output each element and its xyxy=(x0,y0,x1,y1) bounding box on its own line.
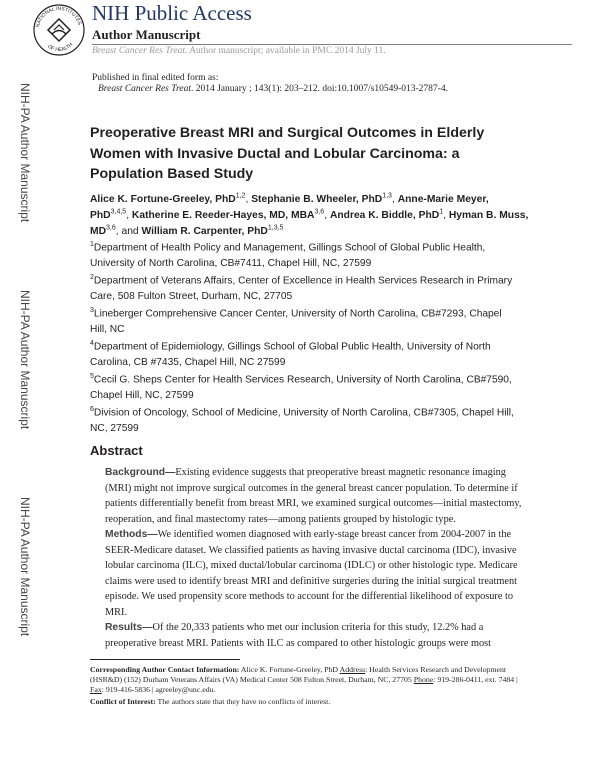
author-separator: , xyxy=(324,210,330,221)
author-separator: , xyxy=(126,210,132,221)
side-label-2: NIH-PA Author Manuscript xyxy=(18,290,32,430)
author-name: William R. Carpenter, PhD xyxy=(141,226,268,237)
side-label-3: NIH-PA Author Manuscript xyxy=(18,497,32,637)
affiliation-1: $^1$Department of Health Policy and Management, Gillings School of Global Public Health, University of North Carolina, CB#7411, Chapel Hill, NC, 27599 xyxy=(90,241,486,270)
author-name: Andrea K. Biddle, PhD xyxy=(329,210,440,221)
svg-text:OF HEALTH: OF HEALTH xyxy=(46,41,75,54)
author-separator: , xyxy=(443,210,449,221)
logo-lettering: NATIONAL INSTITUTES xyxy=(35,5,83,28)
affiliation-6: $^6$Division of Oncology, School of Medicine, University of North Carolina, CB#7305, Chapel Hill, NC, 27599 xyxy=(90,406,514,435)
author-list xyxy=(90,192,530,240)
author-separator: , and xyxy=(115,226,142,237)
author-name: Hyman B. Muss, MD xyxy=(90,210,529,237)
header-citation: Breast Cancer Res Treat. Author manuscript; available in PMC 2014 July 11. xyxy=(92,46,386,56)
affiliation-3: $^3$Lineberger Comprehensive Cancer Center, University of North Carolina, CB#7293, Chapel Hill, NC xyxy=(90,307,502,336)
author-name: Anne-Marie Meyer, PhD xyxy=(90,194,489,221)
author-separator: , xyxy=(391,194,398,205)
author-name: Alice K. Fortune-Greeley, PhD xyxy=(90,194,236,205)
abstract-results: Results—Of the 20,333 patients who met our inclusion criteria for this study, 12.2% had a preoperative breast MRI. Patients with ILC as compared to other histologic groups were most xyxy=(105,622,492,649)
author-name: Stephanie B. Wheeler, PhD xyxy=(251,194,383,205)
author-name: Katherine E. Reeder-Hayes, MD, MBA xyxy=(131,210,315,221)
author-affiliation-mark: 1,3 xyxy=(382,192,392,200)
author-separator: , xyxy=(245,194,252,205)
author-affiliation-mark: 1 xyxy=(439,208,444,216)
author-affiliation-mark: 3,6 xyxy=(314,208,325,216)
affiliation-5: $^5$Cecil G. Sheps Center for Health Services Research, University of North Carolina, CB#7590, Chapel Hill, NC, 27599 xyxy=(90,373,512,402)
published-citation: Breast Cancer Res Treat. 2014 January ; 143(1): 203–212. doi:10.1007/s10549-013-2787-4. xyxy=(98,84,448,94)
affiliation-4: $^4$Department of Epidemiology, Gillings School of Global Public Health, University of North Carolina, CB #7435, Chapel Hill, NC 27599 xyxy=(90,340,491,369)
article-title: Preoperative Breast MRI and Surgical Outcomes in Elderly Women with Invasive Ductal and Lobular Carcinoma: a Population Based Study xyxy=(90,125,485,182)
conflict-of-interest-note: Conflict of Interest: The authors state that they have no conflicts of interest. xyxy=(90,697,331,706)
author-affiliation-mark: 3,6 xyxy=(106,224,116,232)
published-in-label: Published in final edited form as: xyxy=(92,73,219,83)
author-affiliation-mark: 1,2 xyxy=(235,192,246,200)
author-affiliation-mark: 1,3,5 xyxy=(267,224,284,232)
nih-logo xyxy=(32,3,86,57)
nih-public-access-title: NIH Public Access xyxy=(92,1,252,25)
abstract-methods: Methods—We identified women diagnosed with early-stage breast cancer from 2004-2007 in the SEER-Medicare dataset. We classified patients as having invasive ductal carcinoma (IDC), invasive lobular carcinoma (ILC), mixed ductal/lobular carcinoma (IDLC) or other histologic type. Medicare claims were used to identify breast MRI and definitive surgeries during the initial surgical treatment episode. We used propensity score methods to account for the differential likelihood of exposure to MRI. xyxy=(105,529,518,618)
abstract-background: Background—Existing evidence suggests that preoperative breast magnetic resonance imaging (MRI) might not improve surgical outcomes in the general breast cancer population. To determine if patients differentially benefit from breast MRI, we examined surgical outcomes—initial mastectomy, reoperation, and final mastectomy rates—among patients grouped by histologic type. xyxy=(105,467,522,525)
affiliation-2: $^2$Department of Veterans Affairs, Center of Excellence in Health Services Research in Primary Care, 508 Fulton Street, Durham, NC, 27705 xyxy=(90,274,513,303)
abstract-heading: Abstract xyxy=(90,443,143,458)
author-affiliation-mark: 3,4,5 xyxy=(110,208,127,216)
side-label-1: NIH-PA Author Manuscript xyxy=(18,83,32,223)
corresponding-author-note: Corresponding Author Contact Information: Alice K. Fortune-Greeley, PhD Address: Health Services Research and Development (HSR&D) (152) Durham Veterans Affairs (VA) Medical Center 508 Fulton Street, Durham, NC, 27705 Phone: 919-286-0411, ext. 7484 | Fax: 919-416-5836 | agreeley@unc.edu. xyxy=(90,665,518,694)
author-manuscript-label: Author Manuscript xyxy=(92,27,201,42)
footnote-rule xyxy=(90,659,240,660)
header-divider xyxy=(92,44,572,45)
